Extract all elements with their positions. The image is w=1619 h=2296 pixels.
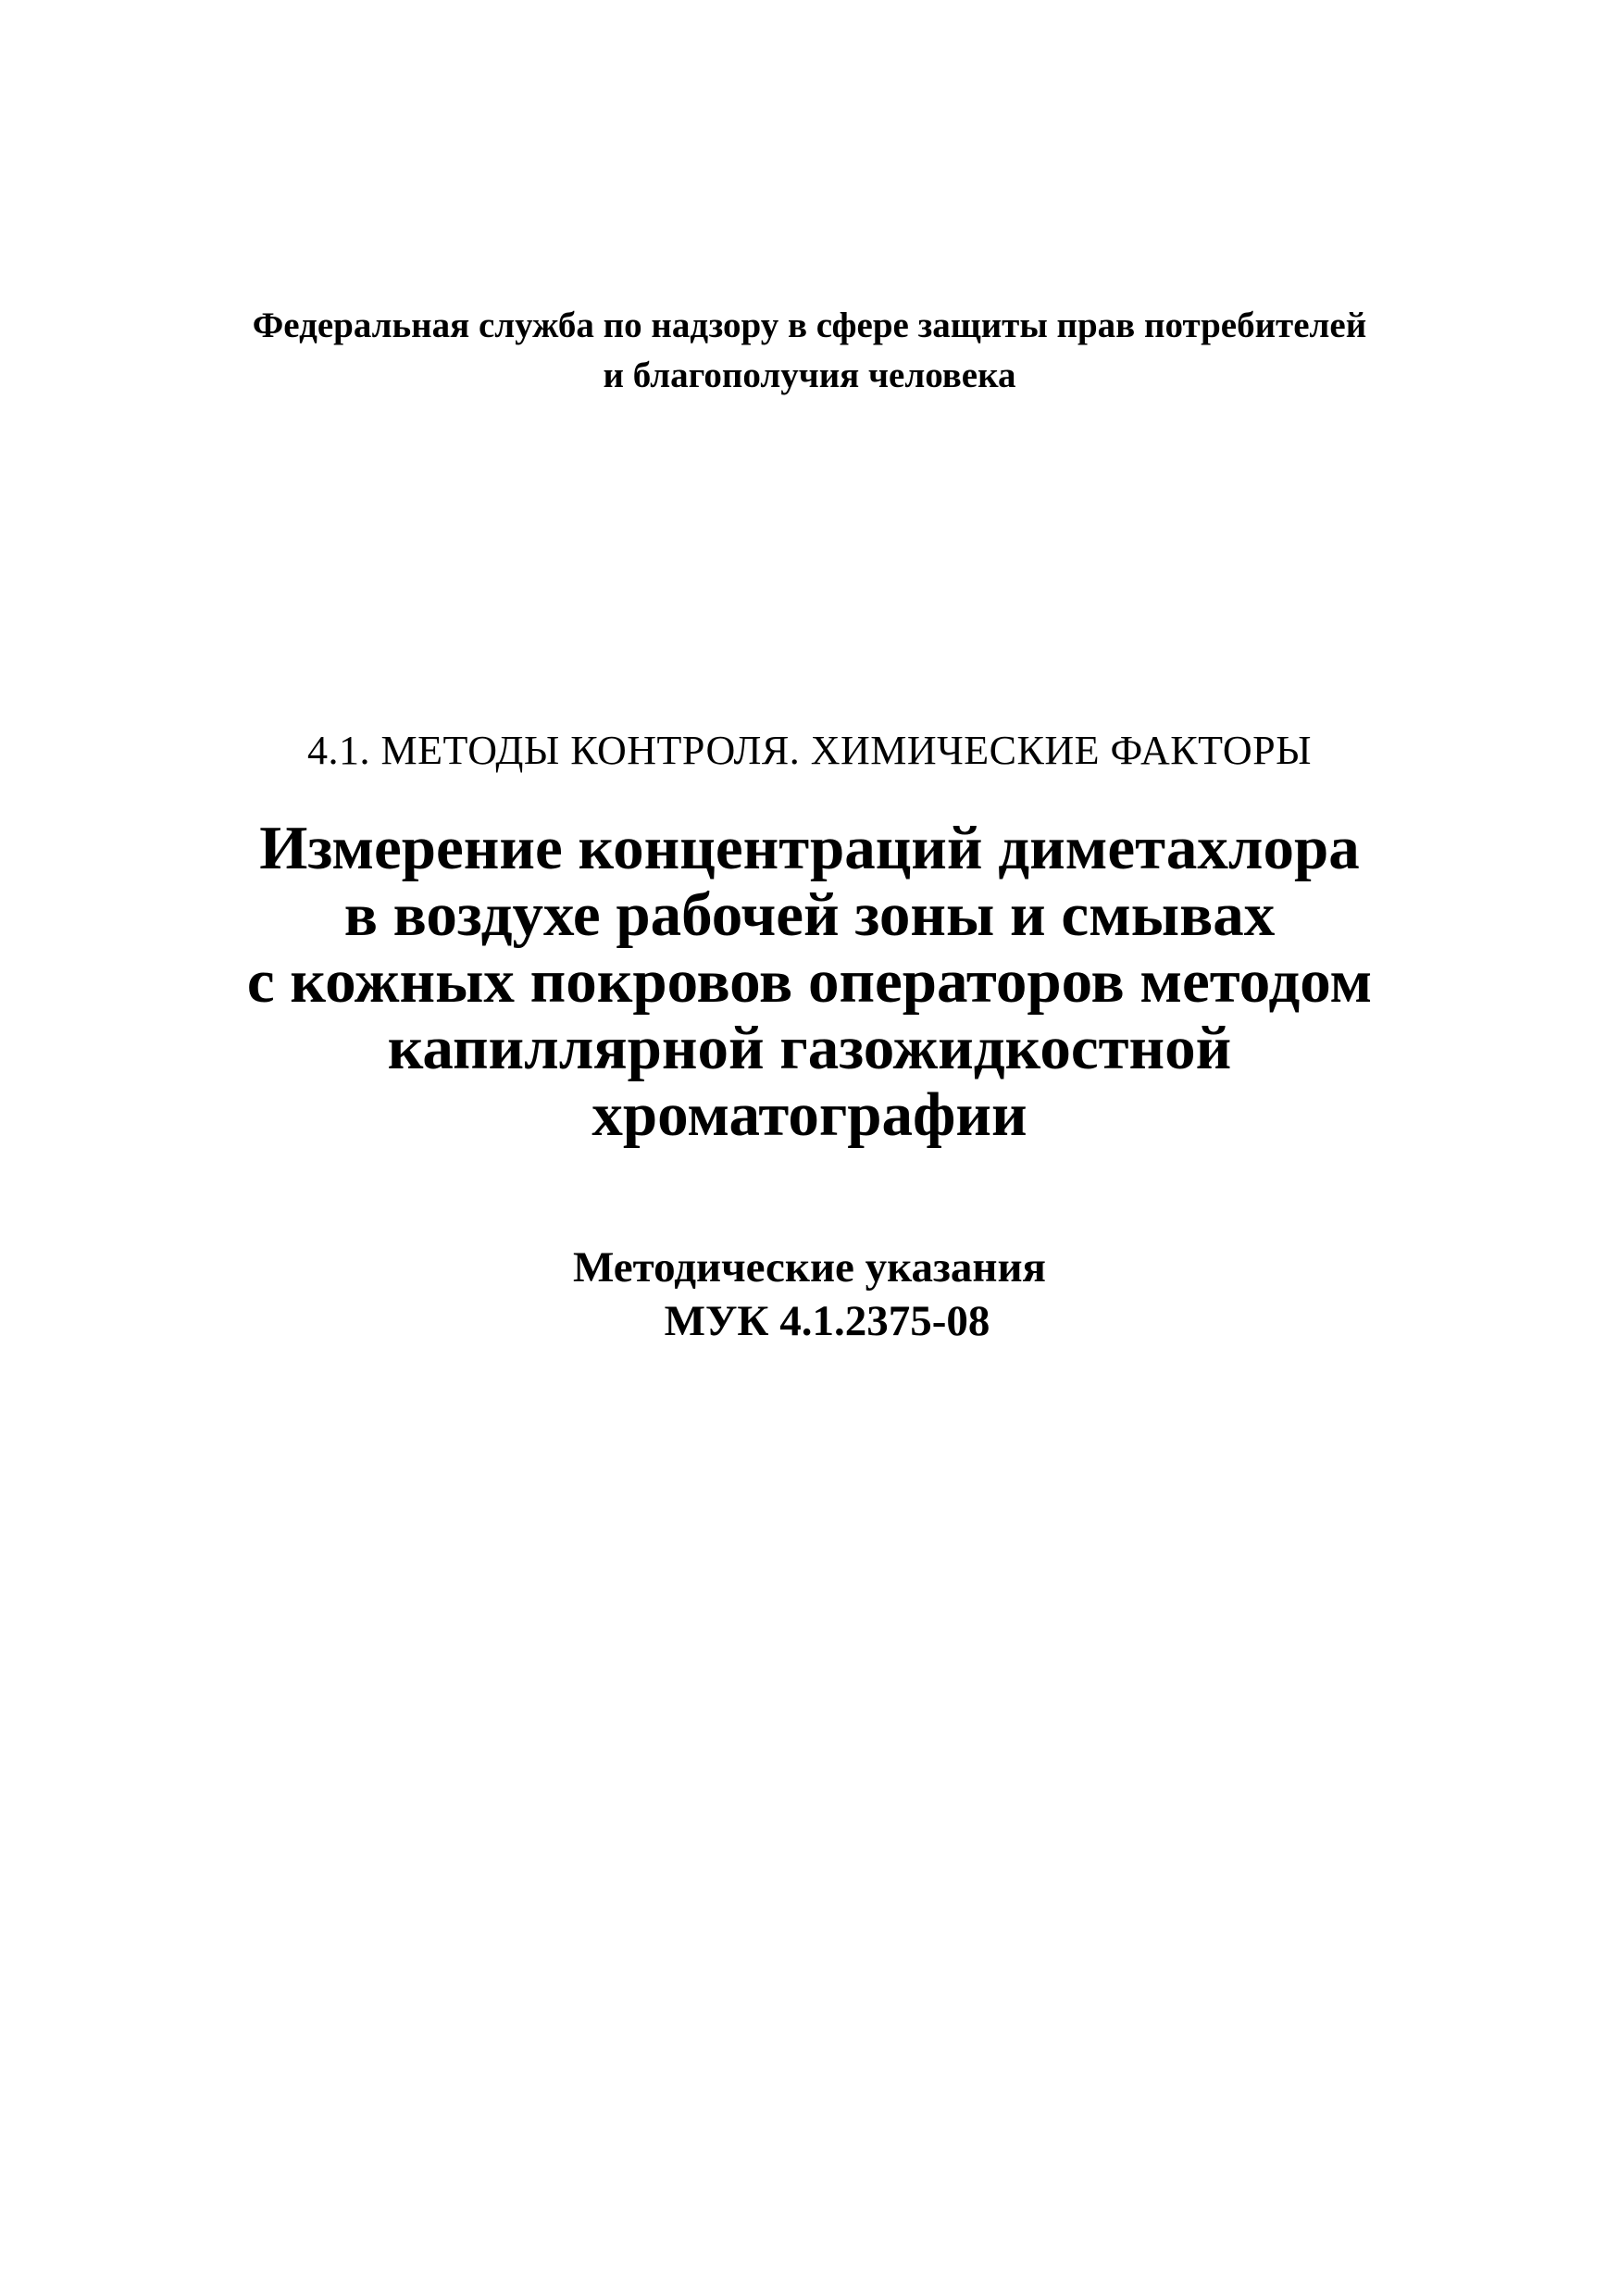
- document-type: Методические указания: [573, 1243, 1046, 1292]
- agency-name-line-1: Федеральная служба по надзору в сфере защиты прав потребителей: [252, 306, 1367, 345]
- title-line-2: в воздухе рабочей зоны и смывах: [343, 880, 1276, 949]
- title-line-1: Измерение концентраций диметахлора: [259, 814, 1360, 882]
- title-line-5: хроматографии: [592, 1080, 1027, 1149]
- document-code: МУК 4.1.2375-08: [664, 1297, 990, 1345]
- agency-name: [0, 301, 1619, 401]
- title-line-4: капиллярной газожидкостной: [387, 1014, 1232, 1082]
- section-heading: 4.1. МЕТОДЫ КОНТРОЛЯ. ХИМИЧЕСКИЕ ФАКТОРЫ: [306, 728, 1313, 773]
- agency-name-line-2: и благополучия человека: [603, 356, 1016, 395]
- document-designation: [0, 1241, 1619, 1348]
- document-title: [0, 815, 1619, 1148]
- title-line-3: с кожных покровов операторов методом: [246, 947, 1373, 1016]
